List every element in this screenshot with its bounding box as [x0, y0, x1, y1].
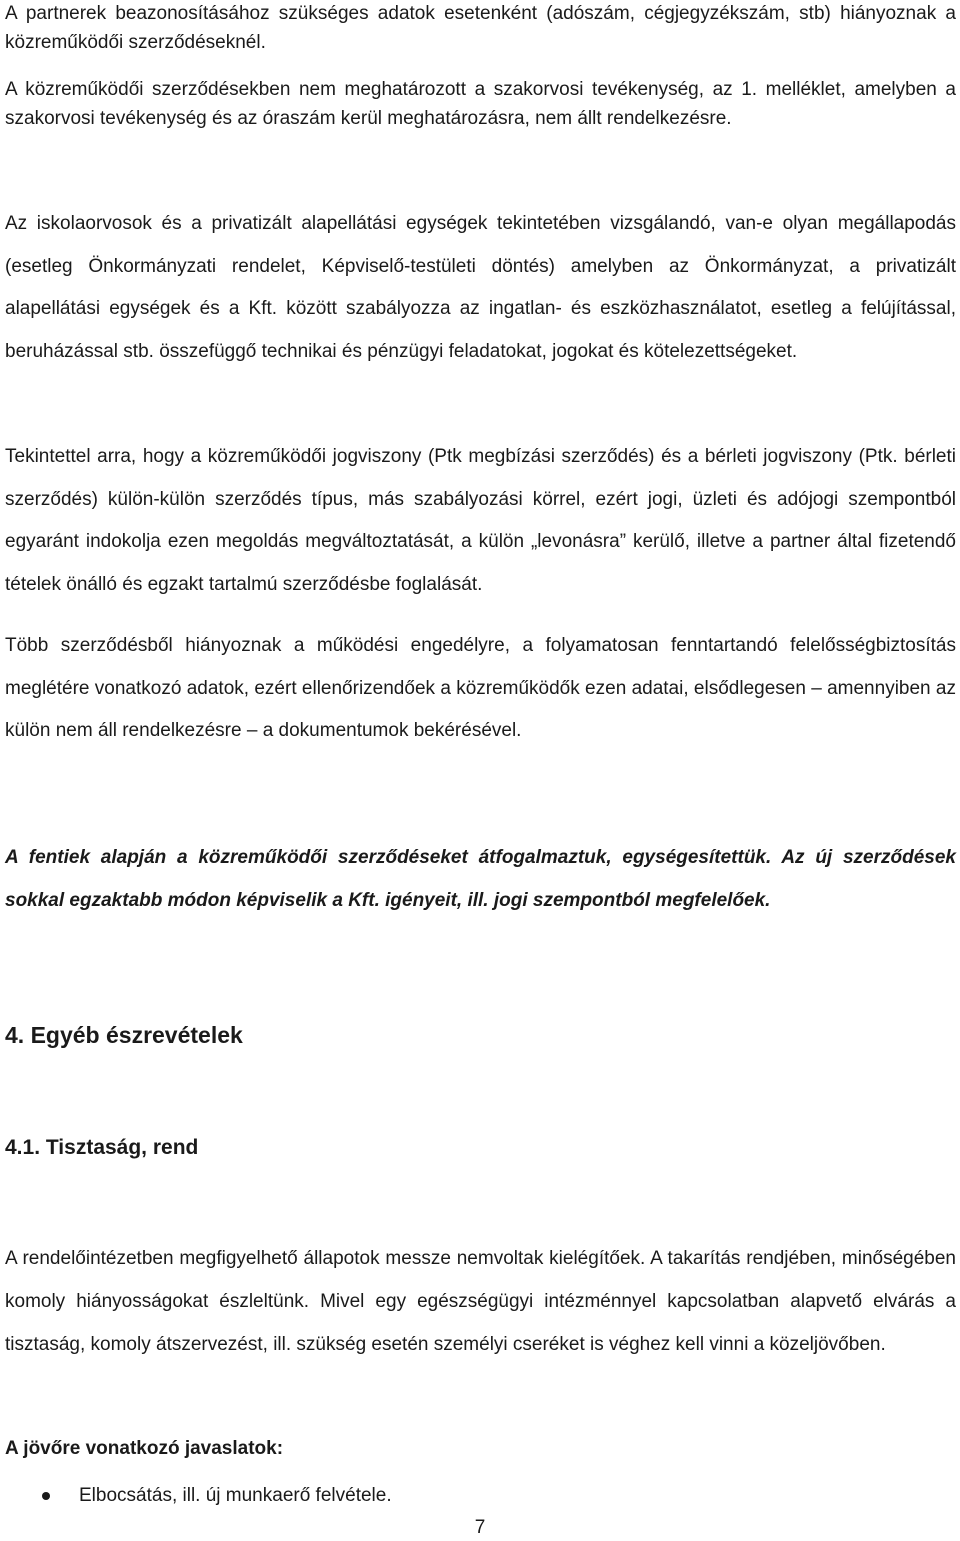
proposals-heading: A jövőre vonatkozó javaslatok: [5, 1438, 284, 1459]
list-item [42, 1483, 392, 1509]
paragraph-school-doctors: Az iskolaorvosok és a privatizált alapellátási egységek tekintetében vizsgálandó, van-e olyan megállapodás (esetleg Önkormányzati rendelet, Képviselő-testületi döntés) amelyben az Önkormányzat, a privatizált alapellátási egységek és a Kft. között szabályozza az ingatlan- és eszközhasználatot, esetleg a felújítással, beruházással stb. összefüggő technikai és pénzügyi feladatokat, jogokat és kötelezettségeket. [5, 213, 956, 362]
paragraph-conclusion: A fentiek alapján a közreműködői szerződéseket átfogalmaztuk, egységesítettük. Az új szerződések sokkal egzaktabb módon képviselik a Kft. igényeit, ill. jogi szempontból megfelelőek. [5, 847, 956, 911]
section-heading: 4. Egyéb észrevételek [5, 1022, 243, 1048]
list-item-text: Elbocsátás, ill. új munkaerő felvétele. [79, 1485, 392, 1506]
page-number: 7 [474, 1517, 486, 1538]
paragraph-cleanliness: A rendelőintézetben megfigyelhető állapotok messze nemvoltak kielégítőek. A takarítás rendjében, minőségében komoly hiányosságokat észleltünk. Mivel egy egészségügyi intézménnyel kapcsolatban alapvető elvárás a tisztaság, komoly átszervezést, ill. szükség esetén személyi cseréket is véghez kell vinni a közeljövőben. [5, 1248, 956, 1355]
subsection-heading: 4.1. Tisztaság, rend [5, 1136, 199, 1159]
paragraph-annex-missing: A közreműködői szerződésekben nem meghatározott a szakorvosi tevékenység, az 1. melléklet, amelyben a szakorvosi tevékenység és az óraszám kerül meghatározásra, nem állt rendelkezésre. [5, 79, 956, 129]
paragraph-contract-types: Tekintettel arra, hogy a közreműködői jogviszony (Ptk megbízási szerződés) és a bérleti jogviszony (Ptk. bérleti szerződés) külön-külön szerződés típus, más szabályozási körrel, ezért jogi, üzleti és adójogi szempontból egyaránt indokolja ezen megoldás megváltoztatását, a külön „levonásra” kerülő, illetve a partner által fizetendő tételek önálló és egzakt tartalmú szerződésbe foglalását. [5, 446, 956, 595]
bullet-icon [42, 1492, 50, 1500]
paragraph-missing-licenses: Több szerződésből hiányoznak a működési engedélyre, a folyamatosan fenntartandó felelősségbiztosítás meglétére vonatkozó adatok, ezért ellenőrizendőek a közreműködők ezen adatai, elsődlegesen – amennyiben az külön nem áll rendelkezésre – a dokumentumok bekérésével. [5, 635, 956, 742]
paragraph-missing-partner-data: A partnerek beazonosításához szükséges adatok esetenként (adószám, cégjegyzékszám, stb) hiányoznak a közreműködői szerződéseknél. [5, 3, 956, 53]
